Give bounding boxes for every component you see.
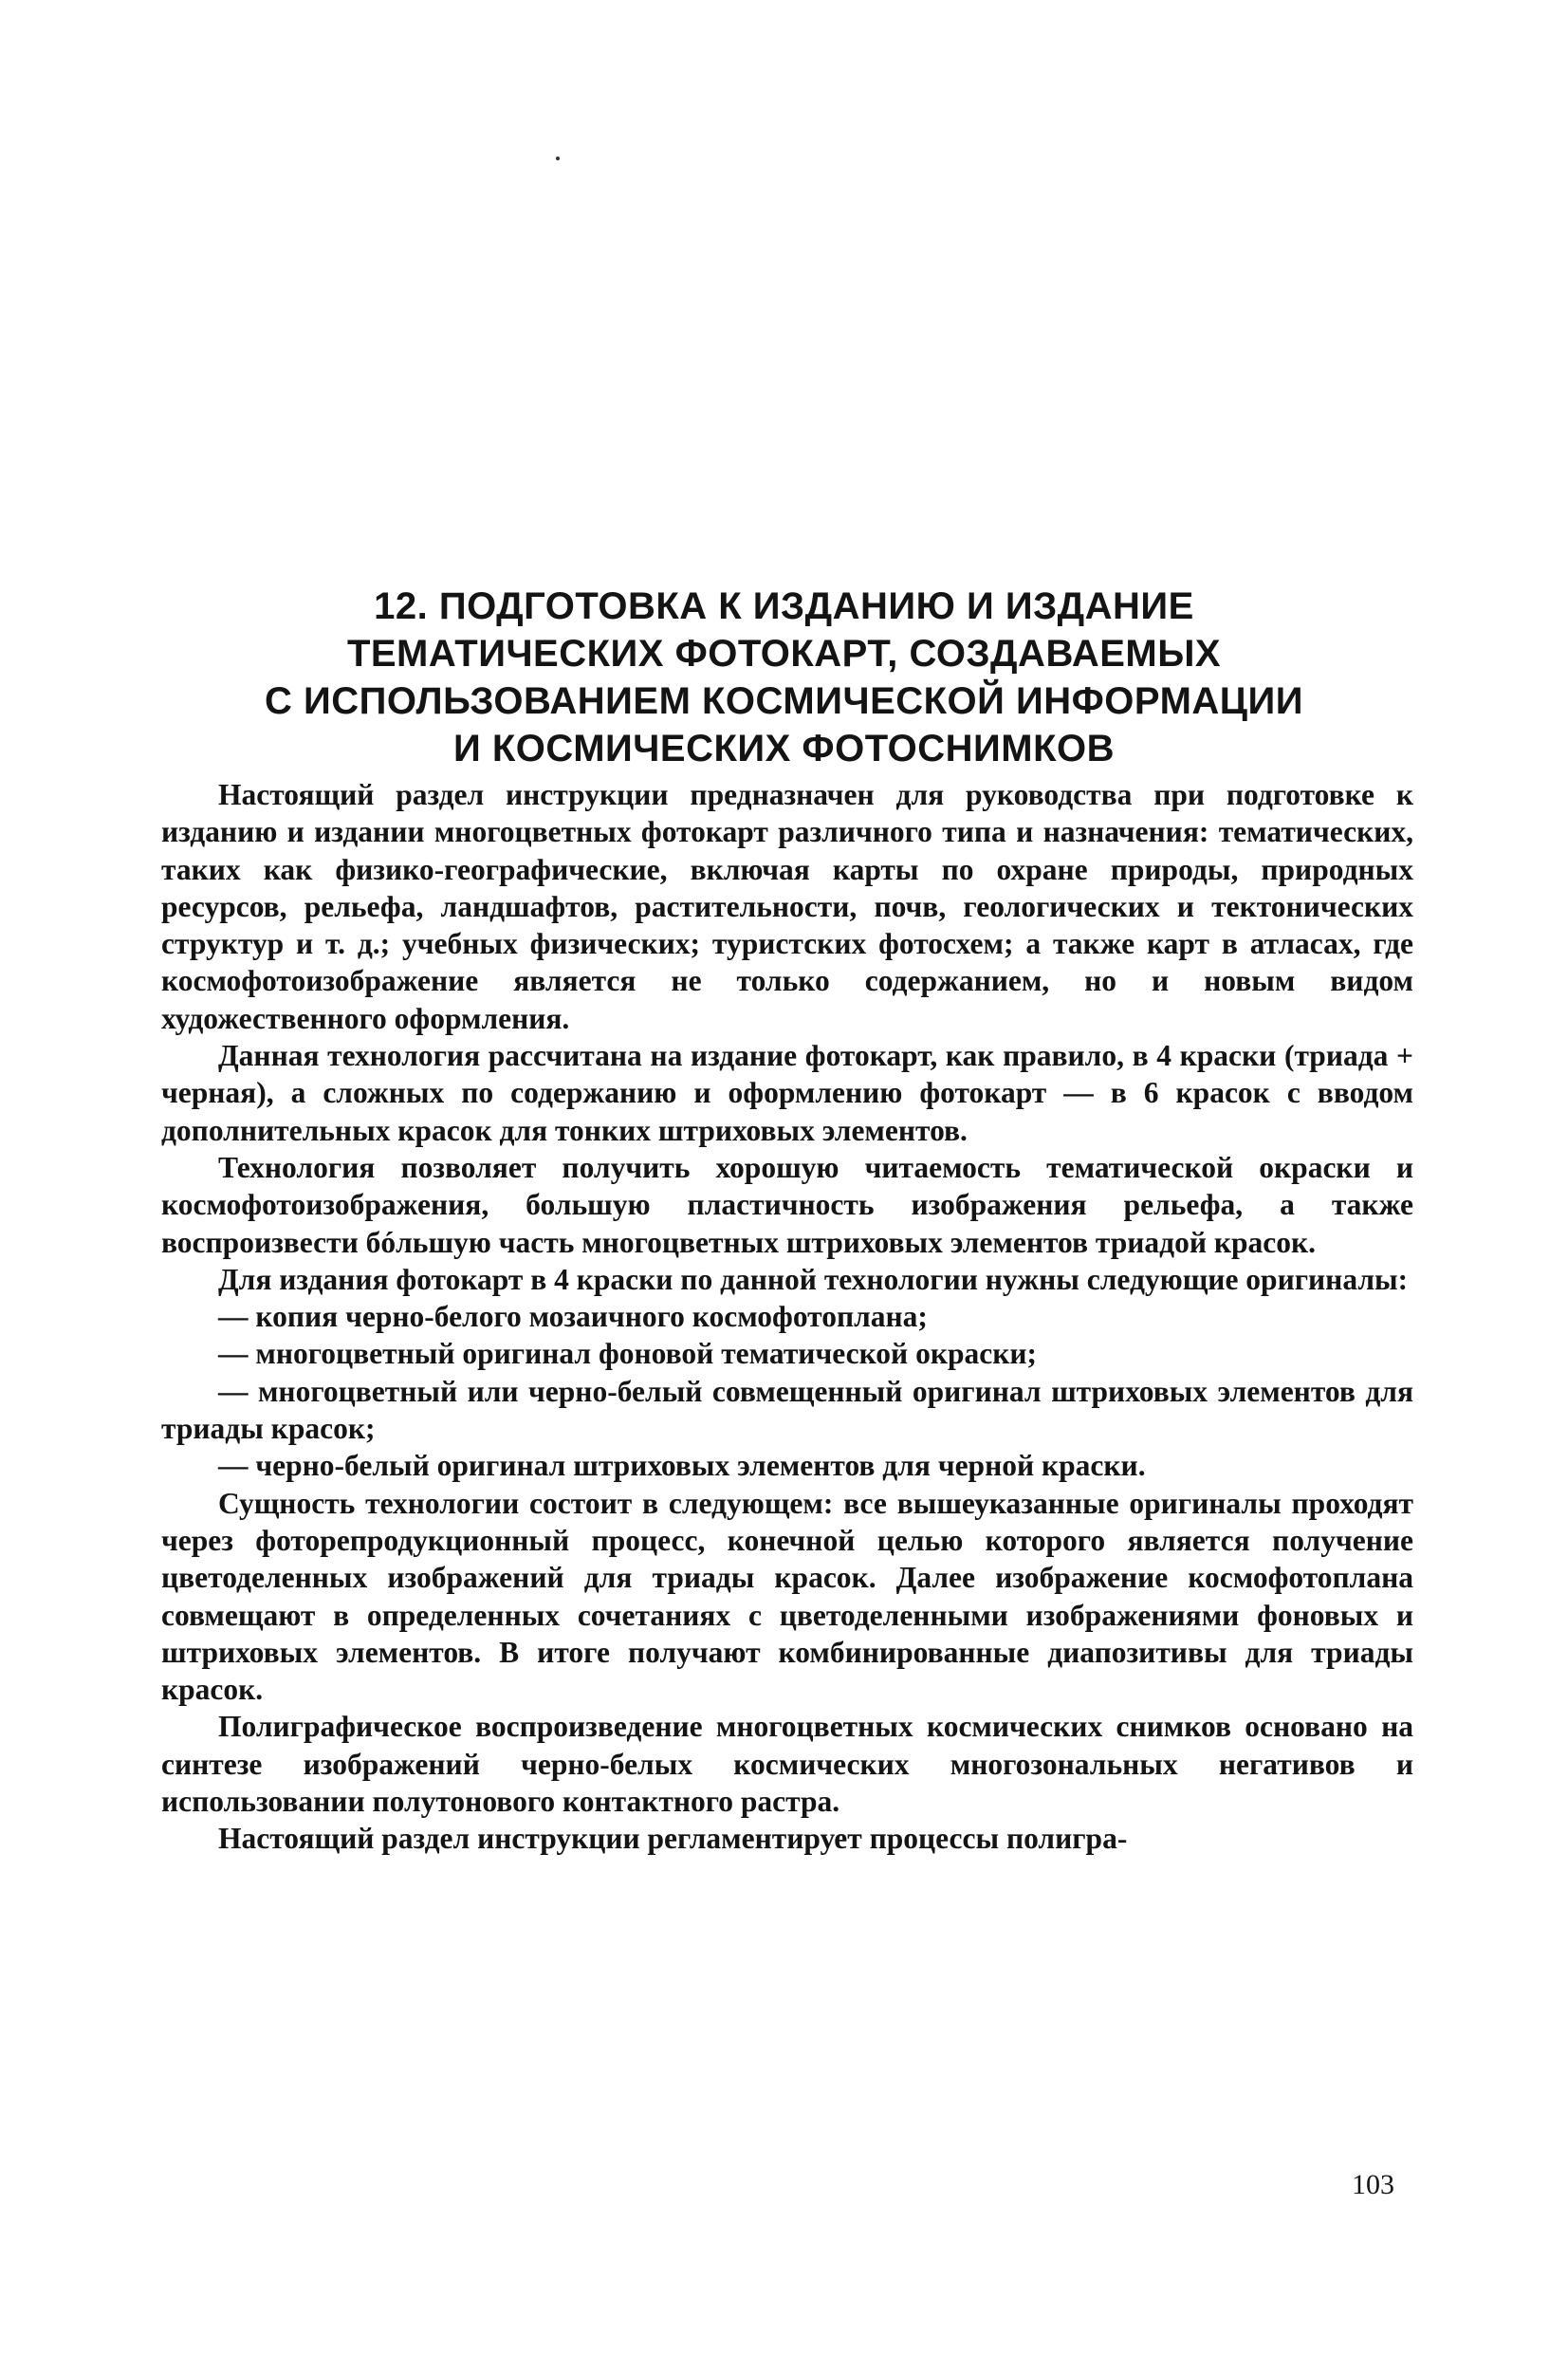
list-item-line-triad: — многоцветный или черно-белый совмещенный оригинал штриховых элементов для триады красок;: [161, 1374, 1413, 1446]
paragraph-essence: Сущность технологии состоит в следующем: все вышеуказанные оригиналы проходят через фоторепродукционный процесс, конечной целью которого является получение цветоделенных изображений для триады красок. Далее изображение космофотоплана совмещают в определенных сочетаниях с цветоделенными изображениями фоновых и штриховых элементов. В итоге получают комбинированные диапозитивы для триады красок.: [161, 1486, 1413, 1707]
list-item-copy: — копия черно-белого мозаичного космофотоплана;: [218, 1300, 928, 1334]
page-number: 103: [1352, 2169, 1394, 2200]
body-text: [161, 776, 1413, 1858]
heading-line-2: ТЕМАТИЧЕСКИХ ФОТОКАРТ, СОЗДАВАЕМЫХ: [346, 633, 1222, 675]
heading-line-3: С ИСПОЛЬЗОВАНИЕМ КОСМИЧЕСКОЙ ИНФОРМАЦИИ: [265, 680, 1303, 722]
heading-line-4: И КОСМИЧЕСКИХ ФОТОСНИМКОВ: [452, 728, 1115, 769]
section-heading: [152, 583, 1416, 772]
paragraph-originals-intro: Для издания фотокарт в 4 краски по данной технологии нужны следующие оригиналы:: [218, 1262, 1409, 1296]
heading-line-1: 12. ПОДГОТОВКА К ИЗДАНИЮ И ИЗДАНИЕ: [374, 585, 1194, 627]
list-item-background: — многоцветный оригинал фоновой тематической окраски;: [218, 1337, 1038, 1371]
paragraph-purpose: Настоящий раздел инструкции предназначен для руководства при подготовке к изданию и издании многоцветных фотокарт различного типа и назначения: тематических, таких как физико-географические, включая карты по охране природы, природных ресурсов, рельефа, ландшафтов, растительности, почв, геологических и тектонических структур и т. д.; учебных физических; туристских фотосхем; а также карт в атласах, где космофотоизображение является не только содержанием, но и новым видом художественного оформления.: [161, 778, 1413, 1035]
paragraph-reproduction: Полиграфическое воспроизведение многоцветных космических снимков основано на синтезе изображений черно-белых космических многозональных негативов и использовании полутонового контактного растра.: [161, 1710, 1413, 1819]
paragraph-technology: Данная технология рассчитана на издание фотокарт, как правило, в 4 краски (триада + черная), а сложных по содержанию и оформлению фотокарт — в 6 красок с вводом дополнительных красок для тонких штриховых элементов.: [161, 1039, 1413, 1147]
scan-speck: [556, 157, 560, 160]
paragraph-benefits: Технология позволяет получить хорошую читаемость тематической окраски и космофотоизображения, большую пластичность изображения рельефа, а также воспроизвести бóльшую часть многоцветных штриховых элементов триадой красок.: [161, 1150, 1413, 1259]
list-item-line-black: — черно-белый оригинал штриховых элементов для черной краски.: [218, 1449, 1146, 1483]
paragraph-regulation: Настоящий раздел инструкции регламентирует процессы полигра-: [218, 1822, 1128, 1856]
